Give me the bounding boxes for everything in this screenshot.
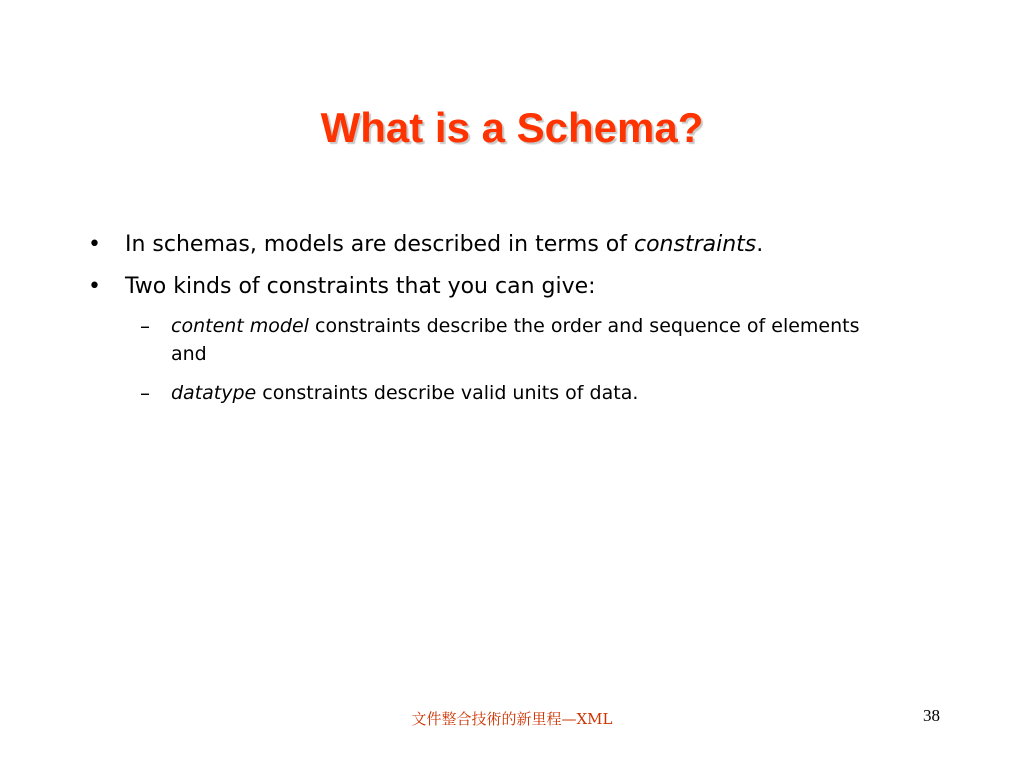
subbullet-marker: –: [140, 314, 150, 338]
slide-footer: 文件整合技術的新里程—XML: [411, 710, 613, 728]
slide-title: What is a Schema?: [320, 104, 704, 151]
subbullet-text-italic: datatype: [171, 382, 257, 404]
bullet-marker: •: [88, 274, 101, 299]
subbullet-text: [171, 312, 891, 368]
bullet-text: [125, 272, 915, 302]
subbullet-marker: –: [140, 381, 150, 405]
page-number: 38: [923, 706, 940, 725]
subbullet-text-part: constraints describe the order and sequence of elements and: [171, 315, 860, 365]
bullet-text: [125, 230, 915, 260]
subbullet-text-part: constraints describe valid units of data.: [256, 382, 639, 404]
bullet-text-part: In schemas, models are described in terms of: [125, 232, 634, 257]
bullet-text-part: .: [756, 232, 764, 257]
subbullet-text-italic: content model: [171, 315, 309, 337]
subbullet-text: [171, 379, 891, 407]
bullet-text-italic: constraints: [633, 232, 757, 257]
bullet-marker: •: [88, 232, 101, 257]
bullet-text-part: Two kinds of constraints that you can give:: [125, 274, 596, 299]
